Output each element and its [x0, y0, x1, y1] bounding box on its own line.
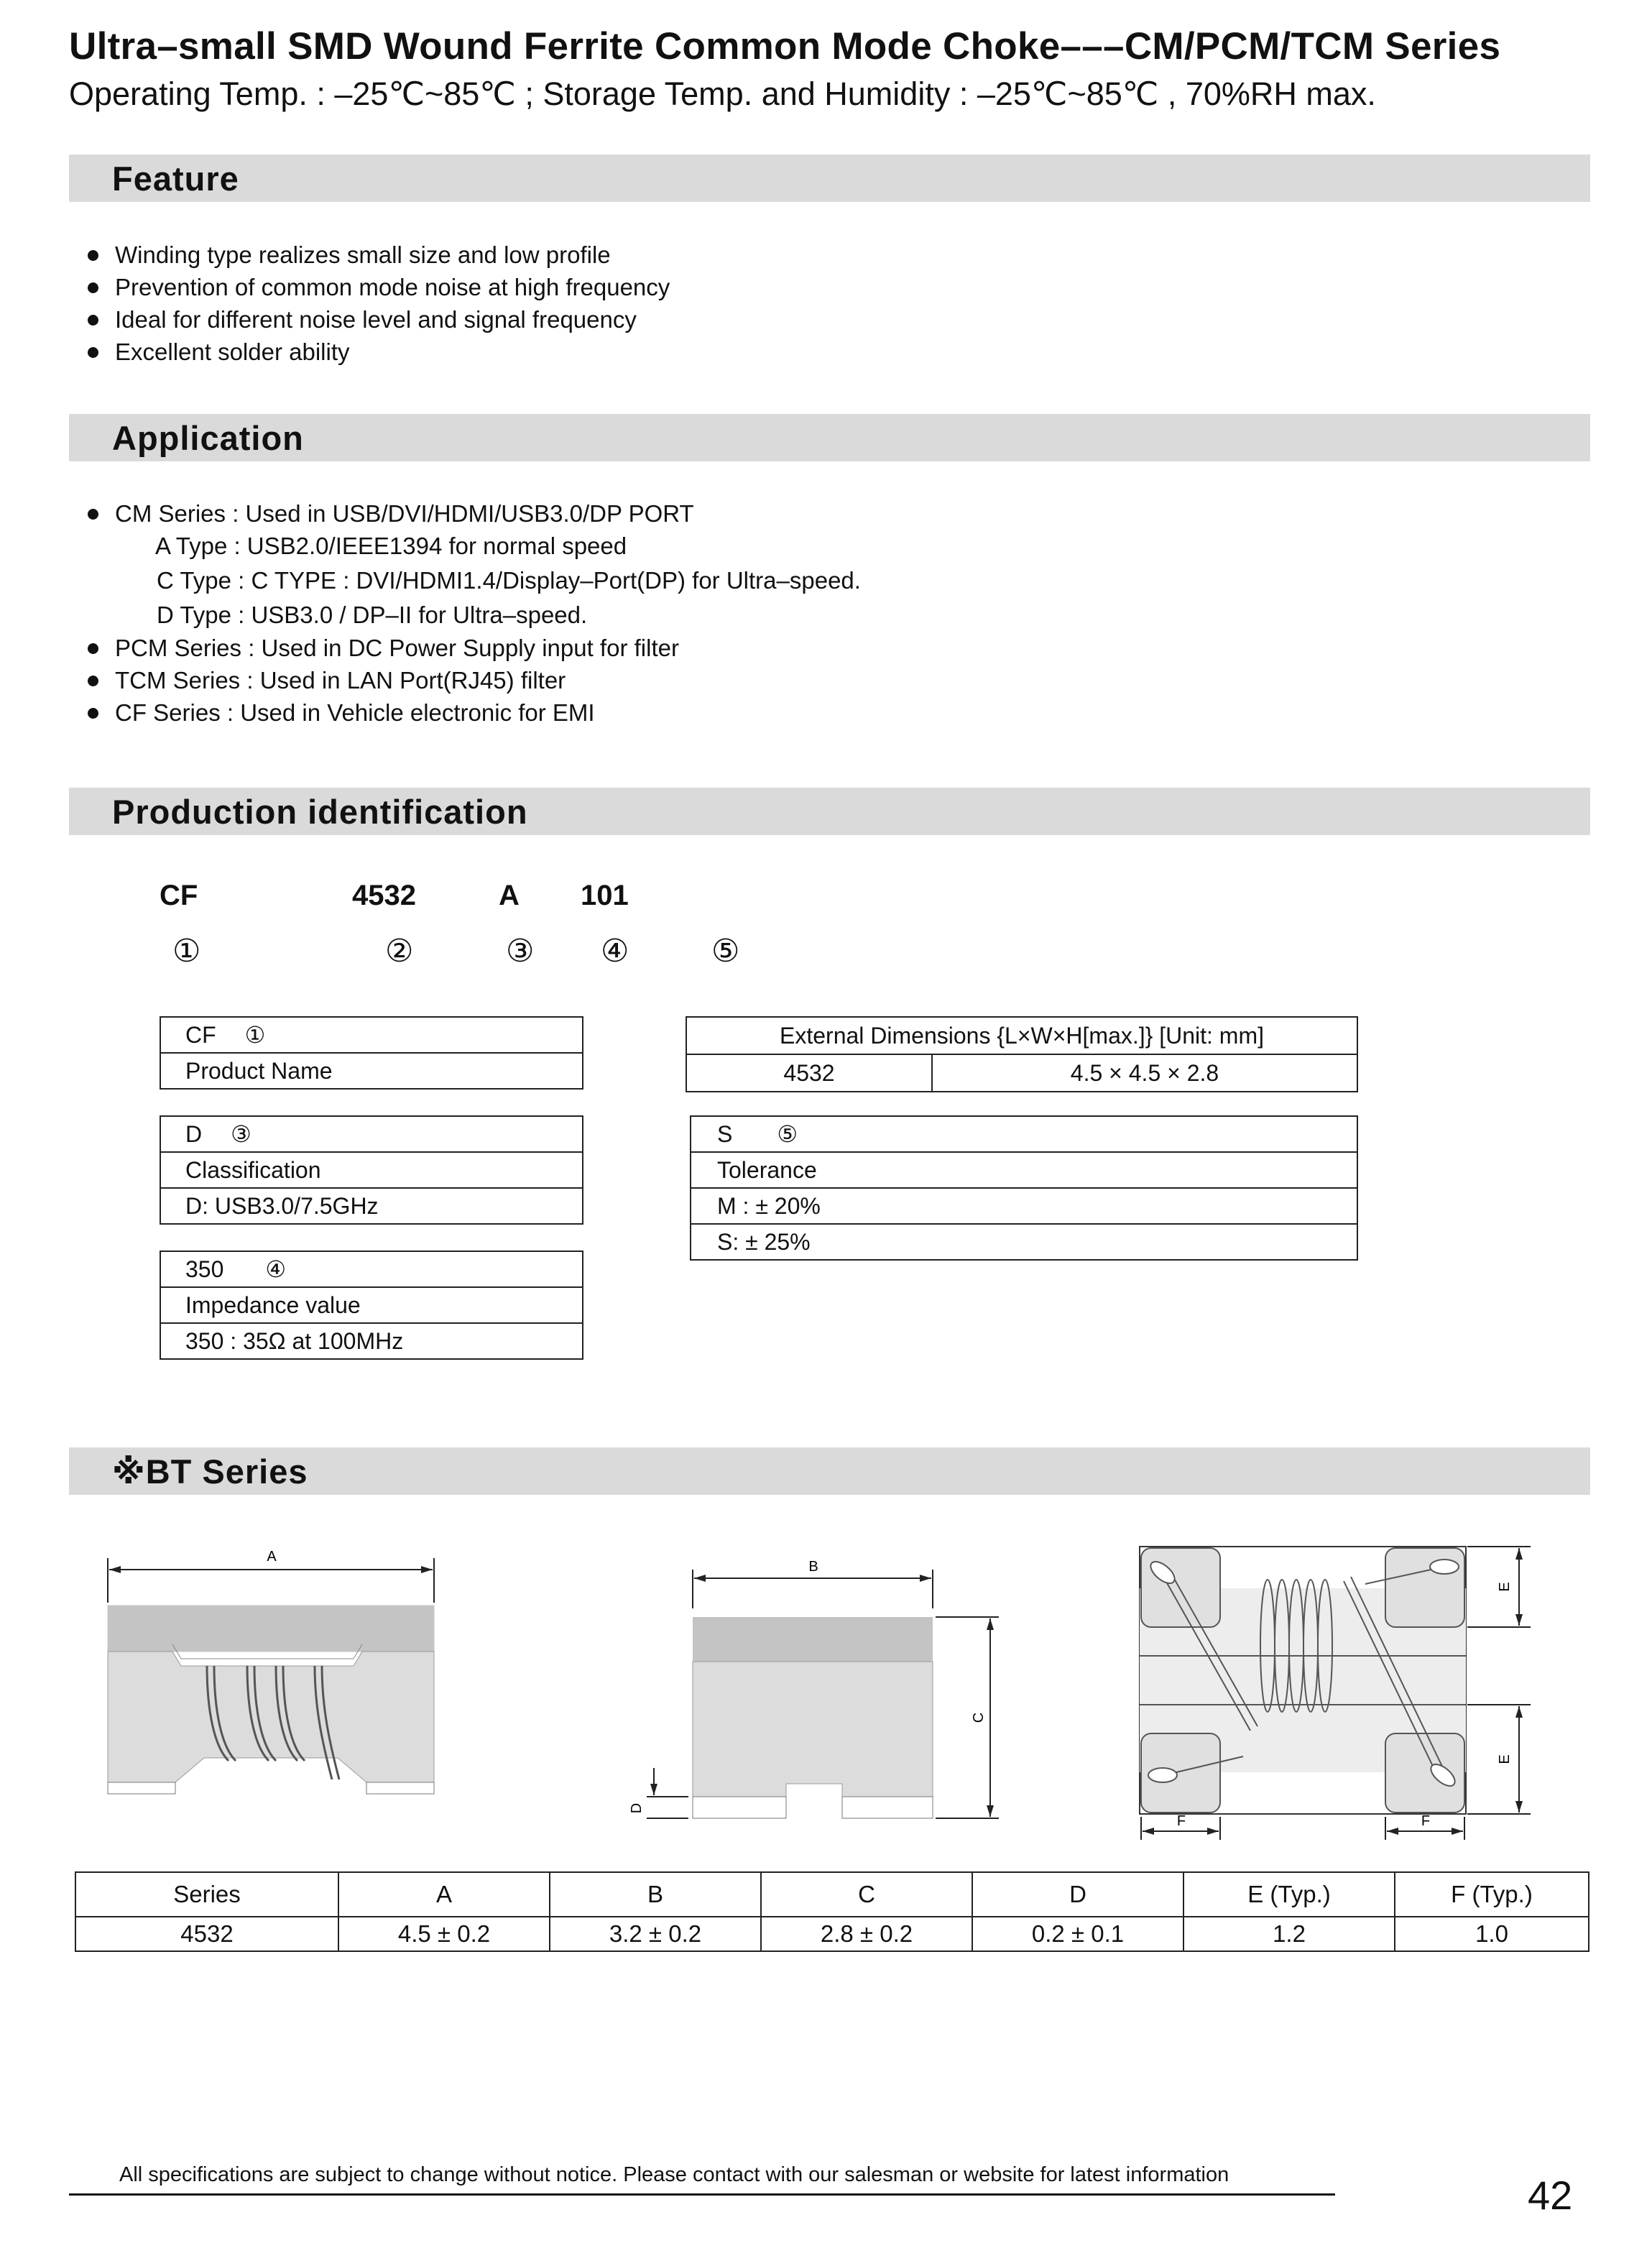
- dimensions-header: External Dimensions {L×W×H[max.]} [Unit: mm]: [686, 1017, 1357, 1054]
- circled-number-3: ③: [506, 934, 535, 969]
- tolerance-code: S: [717, 1121, 733, 1147]
- label-e-top: E: [1497, 1582, 1513, 1592]
- circled-number-4: ④: [601, 934, 629, 969]
- circled-number-2: ②: [385, 934, 414, 969]
- tolerance-label: Tolerance: [691, 1152, 1357, 1188]
- table-cell: 1.2: [1183, 1917, 1395, 1951]
- application-item-tcm: TCM Series : Used in LAN Port(RJ45) filter: [85, 664, 861, 696]
- table-header-cell: A: [338, 1872, 550, 1917]
- table-cell: 4.5 ± 0.2: [338, 1917, 550, 1951]
- classification-value: D: USB3.0/7.5GHz: [160, 1188, 583, 1224]
- footer-divider: [69, 2193, 1335, 2196]
- bt-series-heading: ※BT Series: [112, 1452, 308, 1491]
- product-name-num: ①: [244, 1022, 266, 1048]
- application-item-cm: CM Series : Used in USB/DVI/HDMI/USB3.0/DP PORT: [85, 497, 861, 530]
- tolerance-box: [690, 1115, 1358, 1261]
- table-cell: 1.0: [1395, 1917, 1589, 1951]
- bt-series-section-header: [69, 1447, 1590, 1495]
- side-view-drawing: [101, 1545, 446, 1818]
- identification-section-header: [69, 788, 1590, 835]
- tolerance-m: M : ± 20%: [691, 1188, 1357, 1224]
- table-header-cell: B: [550, 1872, 761, 1917]
- code-part-3: A: [499, 880, 520, 911]
- feature-section-header: [69, 155, 1590, 202]
- impedance-code: 350: [185, 1256, 224, 1282]
- product-name-box: [160, 1016, 583, 1090]
- product-name-label: Product Name: [160, 1053, 583, 1089]
- application-item-pcm: PCM Series : Used in DC Power Supply input for filter: [85, 632, 861, 664]
- impedance-box: [160, 1251, 583, 1360]
- table-cell: 4532: [75, 1917, 338, 1951]
- application-list: [85, 497, 861, 729]
- application-item-c-type: C Type : C TYPE : DVI/HDMI1.4/Display–Port(DP) for Ultra–speed.: [157, 567, 861, 594]
- dimensions-size: 4532: [686, 1054, 932, 1092]
- table-header-row: [75, 1872, 1589, 1917]
- top-view-drawing: [1128, 1538, 1574, 1840]
- classification-label: Classification: [160, 1152, 583, 1188]
- table-cell: 2.8 ± 0.2: [761, 1917, 972, 1951]
- application-section-header: [69, 414, 1590, 461]
- label-a: A: [267, 1549, 277, 1565]
- label-e-bottom: E: [1497, 1754, 1513, 1764]
- application-item-a-type: A Type : USB2.0/IEEE1394 for normal speed: [155, 533, 627, 559]
- feature-item: Excellent solder ability: [85, 336, 670, 368]
- table-header-cell: C: [761, 1872, 972, 1917]
- feature-list: [85, 239, 670, 368]
- front-view-drawing: [611, 1552, 1042, 1840]
- label-c: C: [971, 1712, 987, 1723]
- footer-note: All specifications are subject to change without notice. Please contact with our salesman or website for latest information: [119, 2163, 1229, 2186]
- application-item-cf: CF Series : Used in Vehicle electronic for EMI: [85, 696, 861, 729]
- impedance-label: Impedance value: [160, 1287, 583, 1323]
- tolerance-num: ⑤: [777, 1121, 798, 1147]
- code-part-1: CF: [160, 880, 198, 911]
- tolerance-s: S: ± 25%: [691, 1224, 1357, 1260]
- label-d: D: [629, 1802, 645, 1814]
- classification-box: [160, 1115, 583, 1225]
- identification-heading: Production identification: [112, 793, 528, 831]
- dimensions-table: [686, 1016, 1358, 1092]
- page-number: 42: [1528, 2173, 1573, 2218]
- classification-code: D: [185, 1121, 203, 1147]
- circled-number-1: ①: [172, 934, 201, 969]
- application-item-d-type: D Type : USB3.0 / DP–II for Ultra–speed.: [157, 602, 588, 628]
- label-f-left: F: [1176, 1813, 1186, 1829]
- page-title: Ultra–small SMD Wound Ferrite Common Mode Choke–––CM/PCM/TCM Series: [69, 25, 1501, 68]
- circled-number-5: ⑤: [711, 934, 740, 969]
- code-part-4: 101: [581, 880, 629, 911]
- impedance-value: 350 : 35Ω at 100MHz: [160, 1323, 583, 1359]
- table-header-cell: Series: [75, 1872, 338, 1917]
- table-row: [75, 1917, 1589, 1951]
- page-subtitle: Operating Temp. : –25℃~85℃ ; Storage Temp. and Humidity : –25℃~85℃ , 70%RH max.: [69, 75, 1376, 112]
- table-cell: 3.2 ± 0.2: [550, 1917, 761, 1951]
- label-b: B: [808, 1559, 818, 1575]
- feature-heading: Feature: [112, 160, 239, 198]
- table-header-cell: F (Typ.): [1395, 1872, 1589, 1917]
- table-header-cell: D: [972, 1872, 1183, 1917]
- label-f-right: F: [1421, 1813, 1431, 1829]
- table-header-cell: E (Typ.): [1183, 1872, 1395, 1917]
- code-part-2: 4532: [352, 880, 416, 911]
- feature-item: Winding type realizes small size and low profile: [85, 239, 670, 271]
- impedance-num: ④: [265, 1256, 287, 1282]
- product-name-code: CF: [185, 1022, 216, 1048]
- feature-item: Ideal for different noise level and signal frequency: [85, 303, 670, 336]
- dimensions-value: 4.5 × 4.5 × 2.8: [932, 1054, 1357, 1092]
- classification-num: ③: [231, 1121, 252, 1147]
- bt-spec-table: [75, 1871, 1589, 1952]
- feature-item: Prevention of common mode noise at high frequency: [85, 271, 670, 303]
- table-cell: 0.2 ± 0.1: [972, 1917, 1183, 1951]
- application-heading: Application: [112, 419, 304, 457]
